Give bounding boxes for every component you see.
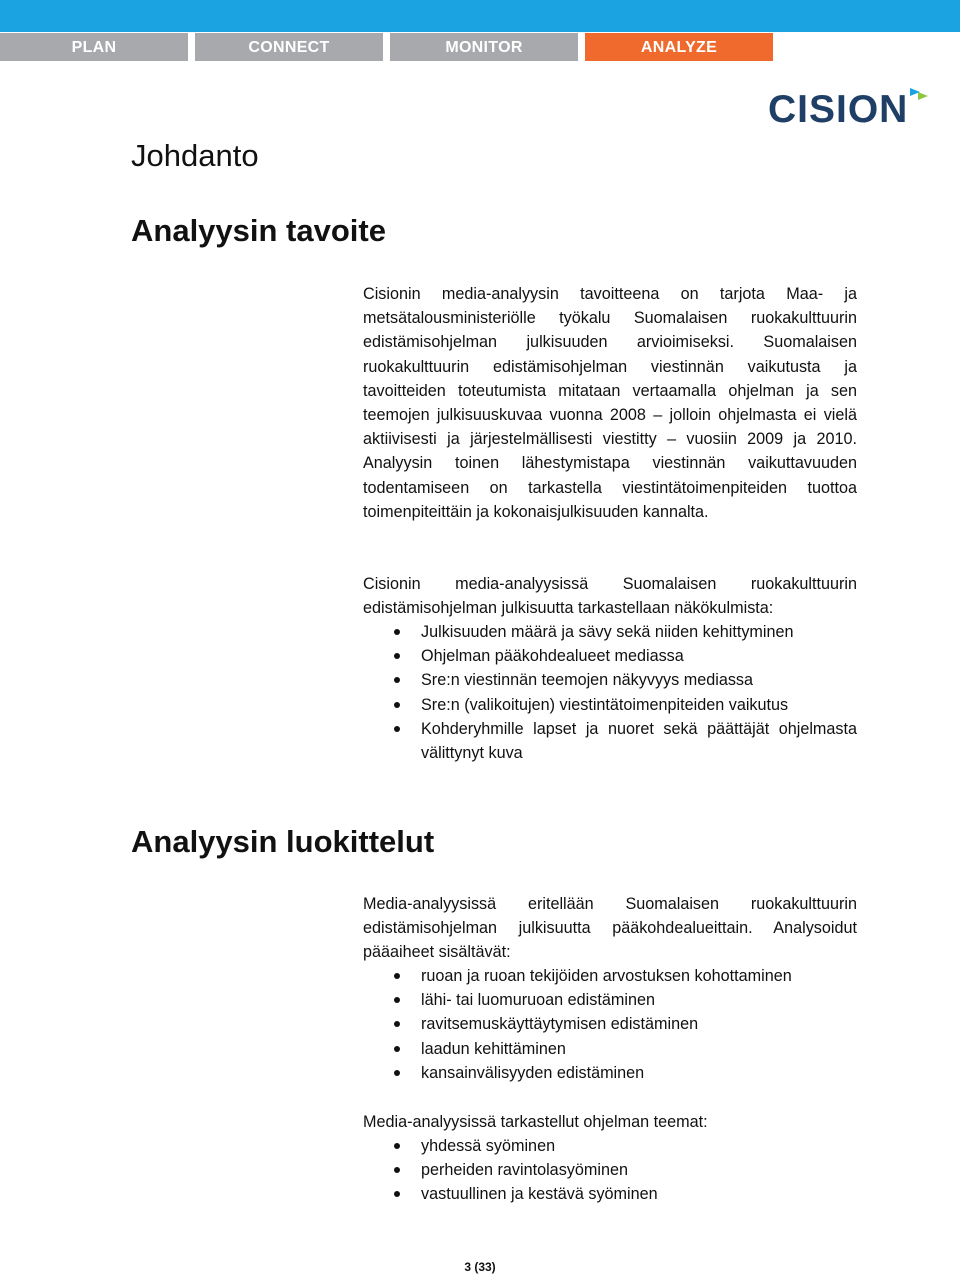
list-item: Ohjelman pääkohdealueet mediassa	[363, 644, 857, 668]
section-heading-tavoite: Analyysin tavoite	[131, 213, 386, 248]
cision-logo	[768, 88, 908, 132]
nav-tab-plan[interactable]: PLAN	[0, 33, 188, 61]
list-item: yhdessä syöminen	[363, 1134, 857, 1158]
list-item: Sre:n (valikoitujen) viestintätoimenpiteiden vaikutus	[363, 693, 857, 717]
page-title: Johdanto	[131, 138, 259, 173]
viewpoints-list	[363, 620, 857, 765]
logo-arrow-icon	[908, 86, 930, 104]
bullet-icon	[394, 677, 400, 683]
themes-list	[363, 1134, 857, 1207]
list-item: Kohderyhmille lapset ja nuoret sekä päättäjät ohjelmasta välittynyt kuva	[363, 717, 857, 765]
bullet-icon	[394, 726, 400, 732]
section-heading-luokittelut: Analyysin luokittelut	[131, 824, 435, 859]
list-item: laadun kehittäminen	[363, 1037, 857, 1061]
bullet-icon	[394, 1070, 400, 1076]
bullet-icon	[394, 1046, 400, 1052]
bullet-icon	[394, 702, 400, 708]
intro-paragraph: Cisionin media-analyysin tavoitteena on tarjota Maa- ja metsätalousministeriölle työkalu Suomalaisen ruokakulttuurin edistämisohjelman julkisuuden arvioimiseksi. Suomalaisen ruokakulttuurin edistämisohjelman viestinnän vaikutusta ja tavoitteiden toteutumista mitataan vertaamalla ohjelman ja sen teemojen julkisuuskuvaa vuonna 2008 – jolloin ohjelmasta ei vielä aktiivisesti ja järjestelmällisesti viestitty – vuosiin 2009 ja 2010. Analyysin toinen lähestymistapa viestinnän vaikuttavuuden todentamiseen on tarkastella viestintätoimenpiteiden tuottoa toimenpiteittäin ja kokonaisjulkisuuden kannalta.	[363, 285, 857, 521]
themes-paragraph: Media-analyysissä tarkastellut ohjelman teemat:	[363, 1113, 708, 1131]
bullet-icon	[394, 653, 400, 659]
list-item: kansainvälisyyden edistäminen	[363, 1061, 857, 1085]
nav-tab-connect[interactable]: CONNECT	[195, 33, 383, 61]
bullet-icon	[394, 1167, 400, 1173]
bullet-icon	[394, 1191, 400, 1197]
top-navigation	[0, 33, 960, 61]
bullet-icon	[394, 1021, 400, 1027]
categories-list	[363, 964, 857, 1085]
list-item: Julkisuuden määrä ja sävy sekä niiden kehittyminen	[363, 620, 857, 644]
bullet-icon	[394, 997, 400, 1003]
bullet-icon	[394, 629, 400, 635]
list-item: ruoan ja ruoan tekijöiden arvostuksen kohottaminen	[363, 964, 857, 988]
list-item: vastuullinen ja kestävä syöminen	[363, 1182, 857, 1206]
list-item: perheiden ravintolasyöminen	[363, 1158, 857, 1182]
top-color-bar	[0, 0, 960, 32]
nav-tab-analyze[interactable]: ANALYZE	[585, 33, 773, 61]
list-item: lähi- tai luomuruoan edistäminen	[363, 988, 857, 1012]
bullet-icon	[394, 1143, 400, 1149]
list-item: ravitsemuskäyttäytymisen edistäminen	[363, 1012, 857, 1036]
bullet-icon	[394, 973, 400, 979]
categories-paragraph: Media-analyysissä eritellään Suomalaisen ruokakulttuurin edistämisohjelman julkisuutta pääkohdealueittain. Analysoidut pääaiheet sisältävät:	[363, 895, 857, 962]
viewpoints-paragraph: Cisionin media-analyysissä Suomalaisen ruokakulttuurin edistämisohjelman julkisuutta tarkastellaan näkökulmista:	[363, 575, 857, 618]
logo-wordmark: CISION	[768, 88, 909, 131]
page-number: 3 (33)	[464, 1260, 496, 1274]
nav-tab-monitor[interactable]: MONITOR	[390, 33, 578, 61]
list-item: Sre:n viestinnän teemojen näkyvyys mediassa	[363, 668, 857, 692]
